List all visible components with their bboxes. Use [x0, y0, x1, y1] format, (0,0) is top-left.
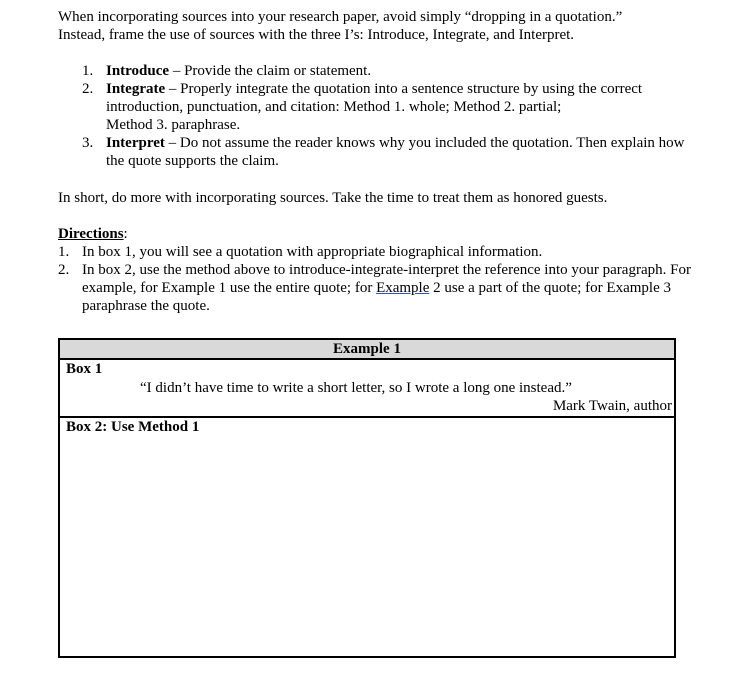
list-number: 2. [82, 81, 94, 97]
box-1 [59, 359, 675, 417]
term-description-continued: Method 3. paraphrase. [106, 117, 241, 133]
list-item [58, 261, 698, 315]
box-2[interactable] [59, 417, 675, 657]
intro-line-1: When incorporating sources into your research paper, avoid simply “dropping in a quotation.” [58, 9, 623, 25]
term-interpret: Interpret [106, 135, 165, 151]
attribution: Mark Twain, author [552, 398, 672, 414]
quotation: “I didn’t have time to write a short letter, so I wrote a long one instead.” [140, 380, 572, 396]
intro-line-2: Instead, frame the use of sources with the three I’s: Introduce, Integrate, and Interpret. [58, 27, 575, 43]
direction-text: In box 1, you will see a quotation with appropriate biographical information. [82, 244, 543, 260]
term-description: – Provide the claim or statement. [169, 63, 372, 79]
directions-title: Directions [58, 226, 124, 242]
list-item [82, 80, 698, 134]
document-body [58, 8, 698, 315]
example-table [58, 338, 676, 658]
list-number: 2. [58, 262, 70, 278]
spellcheck-flagged-word[interactable]: Example [376, 280, 430, 296]
list-number: 1. [58, 244, 70, 260]
term-integrate: Integrate [106, 81, 166, 97]
list-item [58, 243, 698, 261]
intro-paragraph [58, 8, 698, 44]
term-description: – Properly integrate the quotation into a sentence structure by using the correct introduction, punctuation, and citation: Method 1. whole; Method 2. partial; [106, 81, 643, 115]
box-2-label: Box 2: Use Method 1 [66, 419, 200, 435]
list-item [82, 62, 698, 80]
box-1-label: Box 1 [66, 361, 103, 377]
directions-list [58, 243, 698, 315]
list-number: 3. [82, 135, 94, 151]
list-number: 1. [82, 63, 94, 79]
term-description: – Do not assume the reader knows why you included the quotation. Then explain how the quote supports the claim. [106, 135, 685, 169]
example-title: Example 1 [59, 339, 675, 359]
term-introduce: Introduce [106, 63, 170, 79]
directions-colon: : [123, 226, 128, 242]
direction-text-continued: 2 use a part of the quote; for Example 3 paraphrase the quote. [82, 280, 671, 314]
summary-paragraph: In short, do more with incorporating sources. Take the time to treat them as honored guests. [58, 190, 608, 206]
list-item [82, 134, 698, 170]
direction-text: In box 2, use the method above to introduce-integrate-interpret the reference into your paragraph. For example, for Example 1 use the entire quote; for [82, 262, 691, 296]
directions-heading [58, 225, 698, 243]
three-is-list [82, 62, 698, 170]
